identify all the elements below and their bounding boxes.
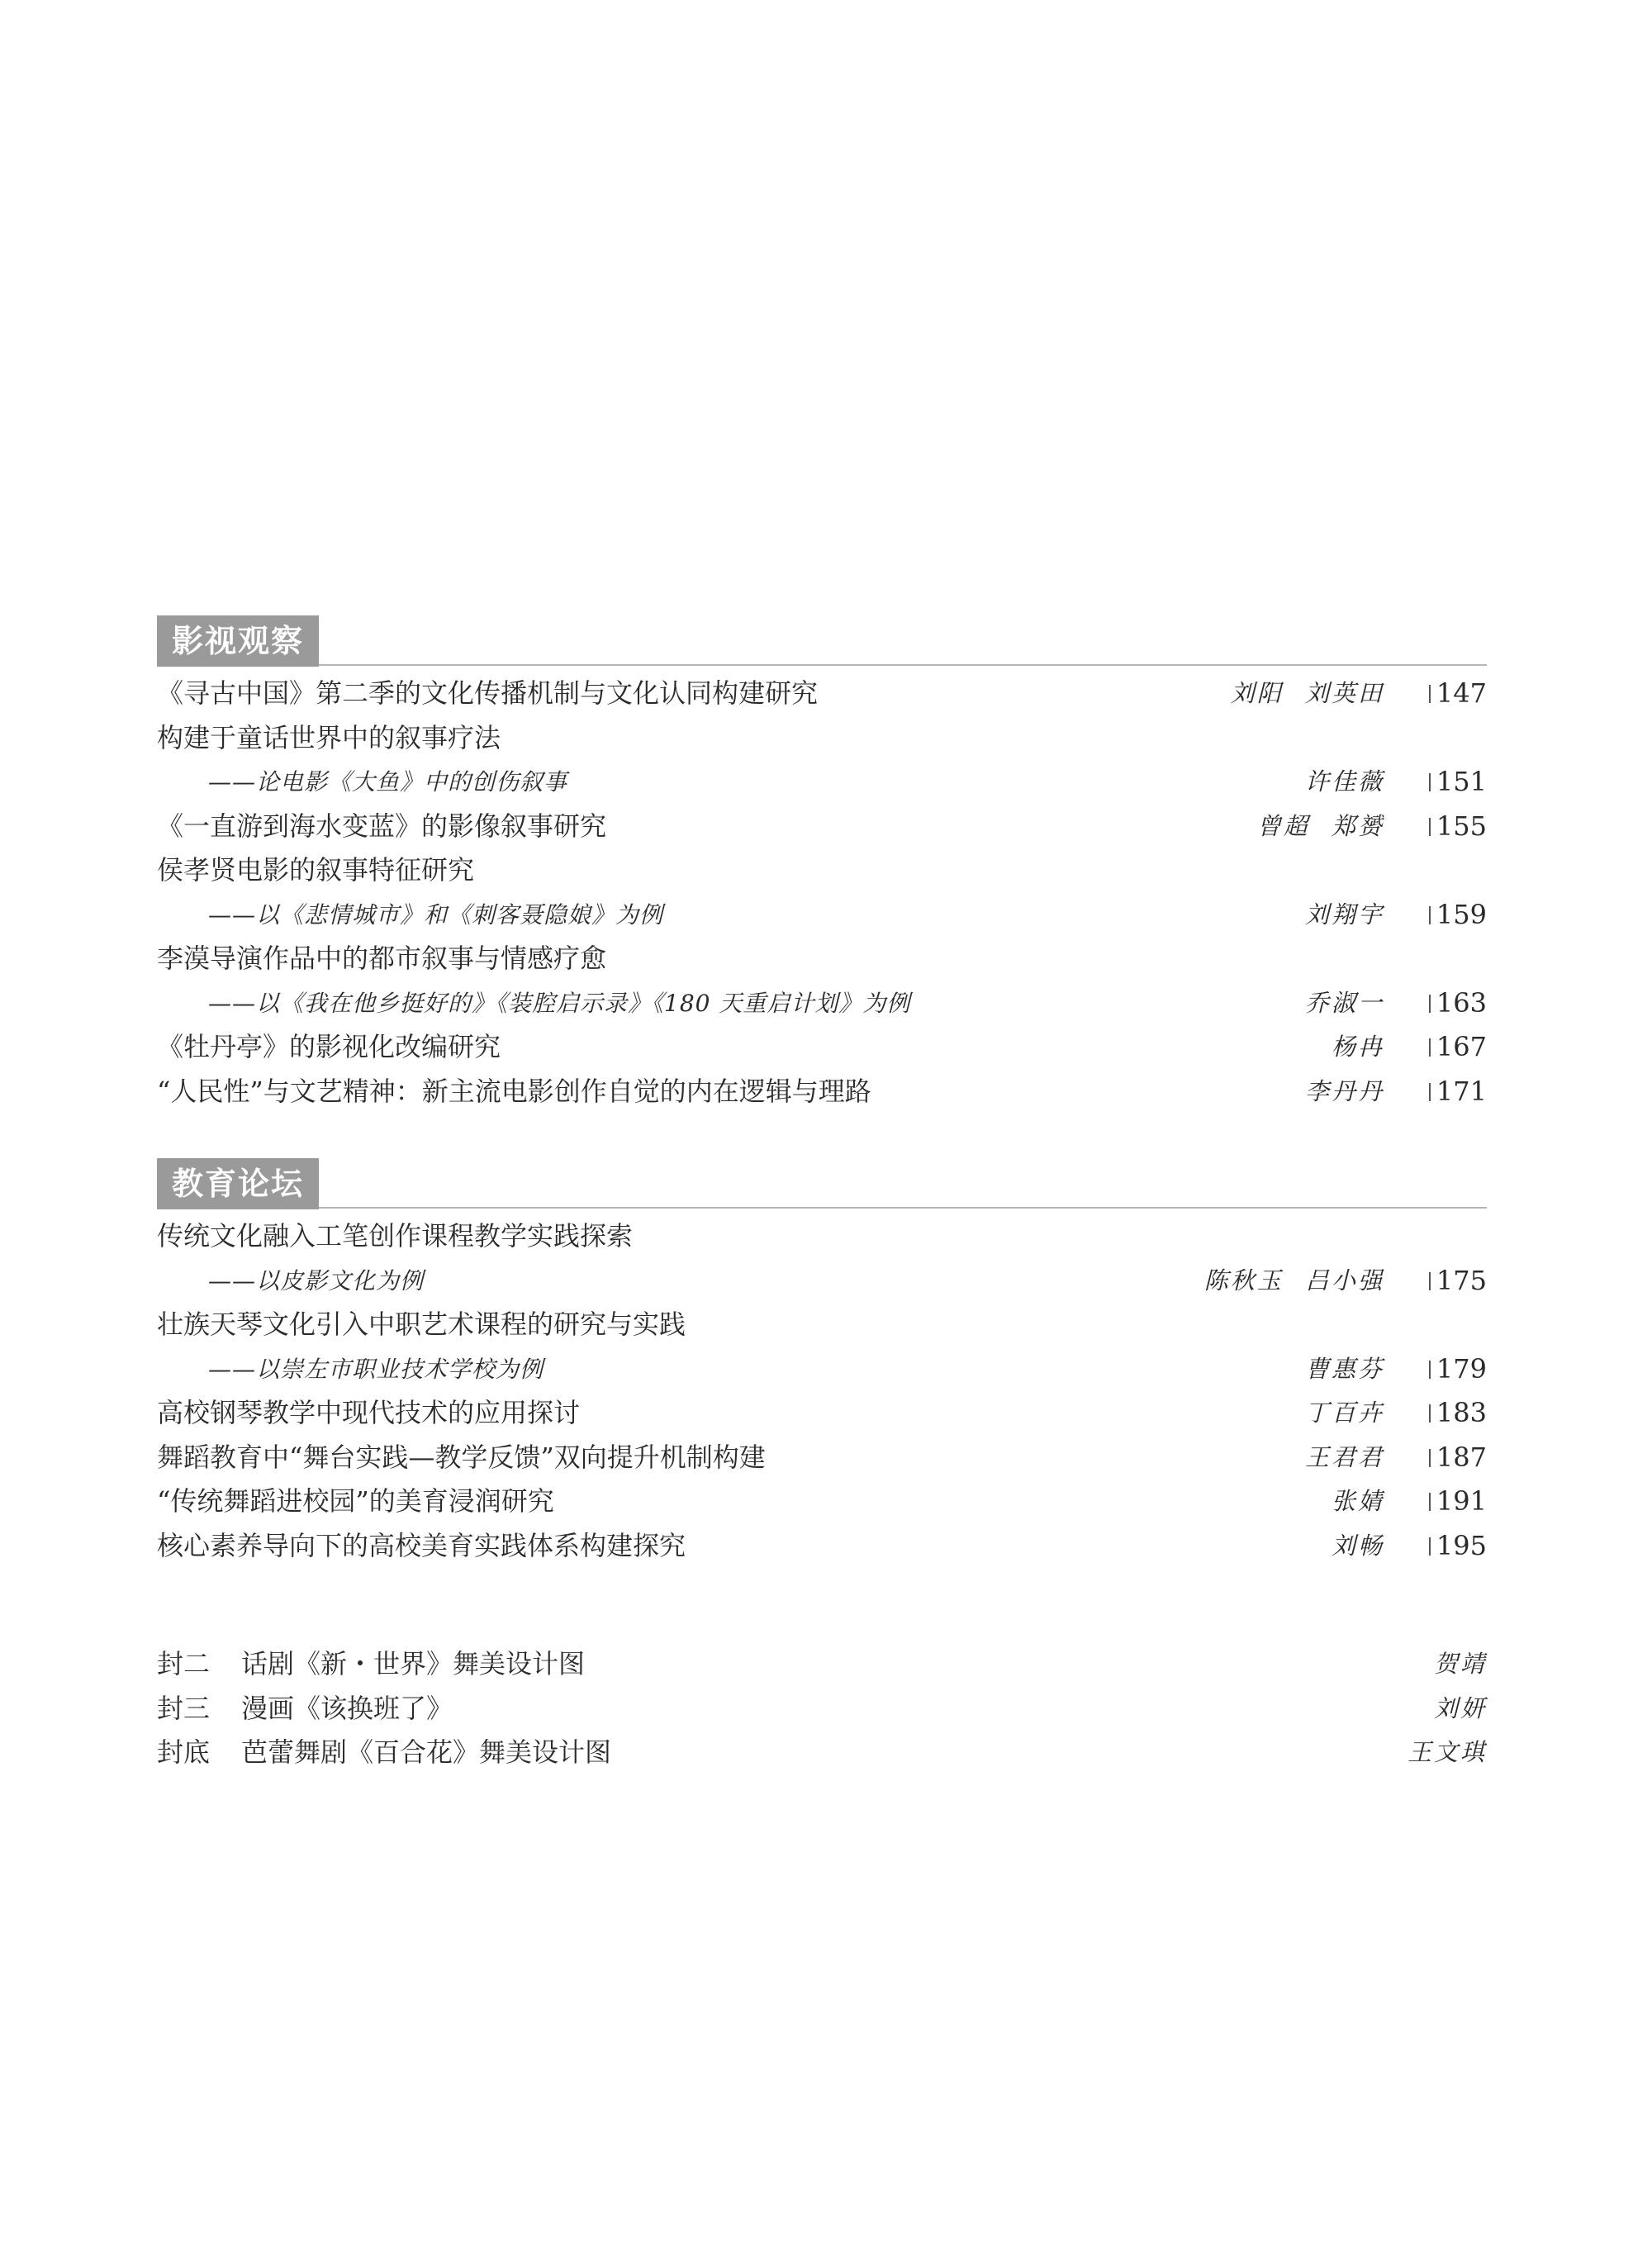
article-title[interactable]: “人民性”与文艺精神：新主流电影创作自觉的内在逻辑与理路 (157, 1075, 871, 1107)
page-number[interactable]: 159 (1424, 893, 1487, 938)
toc-entry[interactable] (157, 848, 1487, 937)
section-title: 影视观察 (157, 615, 319, 667)
page-number[interactable]: 187 (1424, 1436, 1487, 1480)
article-title[interactable]: “传统舞蹈进校园”的美育浸润研究 (157, 1485, 554, 1517)
article-title[interactable]: 构建于童话世界中的叙事疗法 (157, 721, 501, 753)
article-author: 曹惠芬 (1304, 1354, 1384, 1383)
article-author: 张婧 (1331, 1487, 1384, 1515)
page-number[interactable]: 163 (1424, 981, 1487, 1026)
article-title[interactable]: 壮族天琴文化引入中职艺术课程的研究与实践 (157, 1309, 686, 1340)
article-author: 刘翔宇 (1304, 900, 1384, 929)
article-subtitle: ——以《我在他乡挺好的》《装腔启示录》《180 天重启计划》为例 (208, 989, 911, 1017)
article-subtitle: ——以《悲情城市》和《刺客聂隐娘》为例 (208, 900, 664, 929)
cover-credit-row (157, 1642, 1487, 1687)
toc-entry[interactable] (157, 1524, 1487, 1569)
toc-entry[interactable] (157, 805, 1487, 849)
article-title[interactable]: 舞蹈教育中“舞台实践—教学反馈”双向提升机制构建 (157, 1441, 766, 1473)
article-author: 杨冉 (1331, 1033, 1384, 1061)
article-author: 陈秋玉 吕小强 (1203, 1266, 1384, 1294)
article-subtitle: ——论电影《大鱼》中的创伤叙事 (208, 768, 568, 796)
toc-entry[interactable] (157, 937, 1487, 1025)
page-number[interactable]: 155 (1424, 805, 1487, 849)
article-title[interactable]: 《牡丹亭》的影视化改编研究 (157, 1031, 501, 1062)
page-number[interactable]: 167 (1424, 1025, 1487, 1070)
page-number[interactable]: 147 (1424, 672, 1487, 716)
cover-label: 封二 (157, 1648, 211, 1679)
article-title[interactable]: 传统文化融入工笔创作课程教学实践探索 (157, 1220, 634, 1252)
toc-entry[interactable] (157, 1303, 1487, 1391)
cover-author: 刘妍 (1433, 1693, 1487, 1722)
section-education-forum (157, 1158, 1487, 1568)
cover-label: 封三 (157, 1692, 211, 1724)
section-title: 教育论坛 (157, 1158, 319, 1209)
section-header (157, 615, 1487, 667)
toc-entry[interactable] (157, 1391, 1487, 1436)
article-title[interactable]: 《寻古中国》第二季的文化传播机制与文化认同构建研究 (157, 677, 819, 709)
page-number[interactable]: 151 (1424, 760, 1487, 805)
toc-entry[interactable] (157, 1436, 1487, 1480)
page-number[interactable]: 171 (1424, 1070, 1487, 1114)
article-author: 曾超 郑赟 (1256, 811, 1384, 840)
cover-author: 贺靖 (1433, 1650, 1487, 1678)
article-title[interactable]: 《一直游到海水变蓝》的影像叙事研究 (157, 810, 607, 842)
cover-credit-row (157, 1687, 1487, 1731)
cover-title: 话剧《新・世界》舞美设计图 (241, 1648, 586, 1679)
section-header (157, 1158, 1487, 1209)
section-film-observation (157, 615, 1487, 1114)
article-author: 许佳薇 (1304, 767, 1384, 796)
cover-title: 芭蕾舞剧《百合花》舞美设计图 (241, 1736, 612, 1768)
article-title[interactable]: 侯孝贤电影的叙事特征研究 (157, 854, 475, 886)
article-author: 刘阳 刘英田 (1230, 679, 1384, 707)
article-author: 王君君 (1304, 1442, 1384, 1471)
article-author: 乔淑一 (1304, 988, 1384, 1017)
page-number[interactable]: 183 (1424, 1391, 1487, 1436)
article-author: 丁百卉 (1304, 1399, 1384, 1427)
page-number[interactable]: 179 (1424, 1347, 1487, 1392)
table-of-contents (157, 615, 1487, 1775)
toc-entry[interactable] (157, 1070, 1487, 1114)
cover-credits (157, 1642, 1487, 1775)
page-number[interactable]: 195 (1424, 1524, 1487, 1569)
section-divider (157, 1207, 1487, 1209)
article-title[interactable]: 核心素养导向下的高校美育实践体系构建探究 (157, 1529, 686, 1561)
toc-entry[interactable] (157, 1025, 1487, 1070)
section-divider (157, 664, 1487, 666)
article-title[interactable]: 高校钢琴教学中现代技术的应用探讨 (157, 1397, 581, 1428)
toc-entry[interactable] (157, 716, 1487, 805)
page-number[interactable]: 175 (1424, 1259, 1487, 1304)
cover-author: 王文琪 (1407, 1738, 1487, 1766)
cover-title: 漫画《该换班了》 (241, 1692, 453, 1724)
article-author: 刘畅 (1331, 1531, 1384, 1560)
page-number[interactable]: 191 (1424, 1480, 1487, 1524)
toc-entry[interactable] (157, 1480, 1487, 1524)
cover-credit-row (157, 1731, 1487, 1775)
article-subtitle: ——以崇左市职业技术学校为例 (208, 1355, 544, 1383)
toc-entry[interactable] (157, 1214, 1487, 1303)
article-title[interactable]: 李漠导演作品中的都市叙事与情感疗愈 (157, 943, 607, 974)
article-author: 李丹丹 (1304, 1076, 1384, 1105)
cover-label: 封底 (157, 1736, 211, 1768)
article-subtitle: ——以皮影文化为例 (208, 1266, 425, 1294)
toc-entry[interactable] (157, 672, 1487, 716)
